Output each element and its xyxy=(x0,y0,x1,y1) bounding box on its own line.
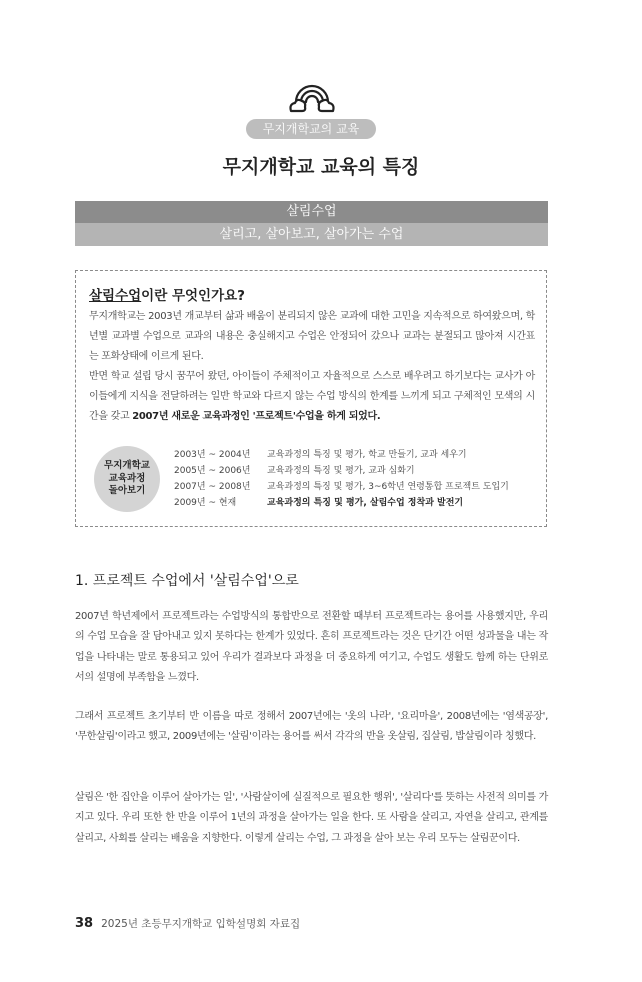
timeline-desc: 교육과정의 특징 및 평가, 살림수업 정착과 발전기 xyxy=(267,498,464,508)
box-paragraphs xyxy=(89,307,535,427)
info-box xyxy=(75,270,547,527)
section-paragraph-2: 그래서 프로젝트 초기부터 반 이름을 따로 정해서 2007년에는 '옷의 나라', '요리마을', 2008년에는 '염색공장', '무한살림'이라고 했고, 2009년에는 '살림'이라는 용어를 써서 각각의 반을 옷살림, 집살림, 밥살림이라 칭했다. xyxy=(75,711,548,743)
page-number: 38 xyxy=(75,916,94,931)
timeline-desc: 교육과정의 특징 및 평가, 학교 만들기, 교과 세우기 xyxy=(267,450,467,460)
timeline-period: 2009년 ~ 현재 xyxy=(174,498,237,508)
timeline-period: 2003년 ~ 2004년 xyxy=(174,450,251,460)
section-paragraph-1: 2007년 학년제에서 프로젝트라는 수업방식의 통합반으로 전환할 때부터 프로젝트라는 용어를 사용했지만, 우리의 수업 모습을 잘 담아내고 있지 못하다는 한계가 있었다. 흔히 프로젝트라는 것은 단기간 어떤 성과물을 내는 작업을 나타내는 말로 통용되고 있어 우리가 결과보다 과정을 더 중요하게 여기고, 수업도 생활도 함께 하는 단위로서의 설명에 부족함을 느꼈다. xyxy=(75,611,548,683)
timeline-desc: 교육과정의 특징 및 평가, 3~6학년 연령통합 프로젝트 도입기 xyxy=(267,482,509,492)
timeline-desc: 교육과정의 특징 및 평가, 교과 심화기 xyxy=(267,466,415,476)
box-heading-rest: 이란 무엇인가요? xyxy=(141,288,245,304)
page-title: 무지개학교 교육의 특징 xyxy=(222,156,420,178)
timeline-period: 2005년 ~ 2006년 xyxy=(174,466,251,476)
timeline-row xyxy=(174,463,544,479)
box-paragraph-2 xyxy=(89,367,535,427)
section-title: 1. 프로젝트 수업에서 '살림수업'으로 xyxy=(75,573,299,589)
band-subtitle: 살리고, 살아보고, 살아가는 수업 xyxy=(75,223,548,246)
box-heading-keyword: 살림수업 xyxy=(89,288,142,304)
box-paragraph-1: 무지개학교는 2003년 개교부터 삶과 배움이 분리되지 않은 교과에 대한 고민을 지속적으로 하여왔으며, 학년별 교과별 수업으로 교과의 내용은 충실해지고 수업은 안정되어 갔으나 교과는 분절되고 많아져 시간표는 포화상태에 이르게 된다. xyxy=(89,311,535,362)
timeline xyxy=(174,447,544,511)
section-paragraph-3: 살림은 '한 집안을 이루어 살아가는 일', '사람살이에 실질적으로 필요한 행위', '살리다'를 뜻하는 사전적 의미를 가지고 있다. 우리 또한 한 반을 이루어 1년의 과정을 살아가는 일을 한다. 또 사람을 살리고, 자연을 살리고, 관계를 살리고, 사회를 살리는 배움을 지향한다. 이렇게 살리는 수업, 그 과정을 살아 보는 우리 모두는 살림꾼이다. xyxy=(75,792,548,844)
page-footer xyxy=(75,916,300,931)
timeline-row xyxy=(174,479,544,495)
timeline-row xyxy=(174,447,544,463)
category-pill: 무지개학교의 교육 xyxy=(246,119,376,139)
box-heading xyxy=(89,284,245,304)
rainbow-cloud-icon xyxy=(288,84,336,114)
timeline-row xyxy=(174,495,544,511)
circle-line-2: 교육과정 xyxy=(108,472,146,484)
box-paragraph-2-bold: 2007년 새로운 교육과정인 '프로젝트'수업을 하게 되었다. xyxy=(132,411,381,422)
circle-line-1: 무지개학교 xyxy=(104,460,150,472)
band-title: 살림수업 xyxy=(75,201,548,223)
timeline-period: 2007년 ~ 2008년 xyxy=(174,482,251,492)
history-circle xyxy=(94,446,160,512)
footer-text: 2025년 초등무지개학교 입학설명회 자료집 xyxy=(101,918,301,930)
box-paragraph-2-text: 반면 학교 설립 당시 꿈꾸어 왔던, 아이들이 주체적이고 자율적으로 스스로 배우려고 하기보다는 교사가 아이들에게 지식을 전달하려는 일반 학교와 다르지 않는 수업 방식의 한계를 느끼게 되고 구체적인 모색의 시간을 갖고 xyxy=(89,371,535,422)
circle-line-3: 돌아보기 xyxy=(108,485,146,497)
